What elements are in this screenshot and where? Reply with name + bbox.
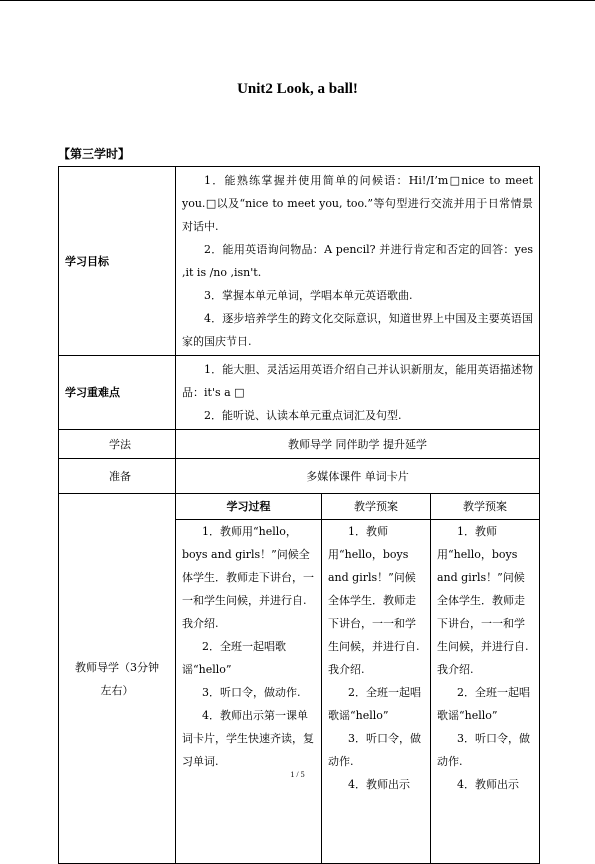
key-points-row	[59, 356, 540, 430]
plan-step: 3．听口令，做动作.	[437, 732, 530, 768]
plan-step: 2．全班一起唱歌谣“hello”	[328, 686, 421, 722]
plan-step: 1．教师用“hello，boys and girls！”问候全体学生．教师走下讲台，一一和学生问候，并进行自.我介绍.	[328, 525, 420, 676]
document-title: Unit2 Look, a ball!	[237, 81, 358, 97]
process-header: 学习过程	[176, 494, 322, 520]
plan-step: 3．听口令，做动作.	[328, 732, 421, 768]
objective-item: 1．能熟练掌握并使用简单的问候语：Hi!/I’m□nice to meet you.□以及“nice to meet you, too.”等句型进行交流并用于日常情景对话中.	[182, 174, 534, 233]
preparation-value: 多媒体课件 单词卡片	[176, 459, 540, 494]
process-header-row	[59, 494, 540, 520]
top-rule	[0, 0, 595, 1]
plan-header: 教学预案	[322, 494, 431, 520]
lesson-plan-table	[58, 166, 540, 864]
section-heading: 【第三学时】	[58, 147, 131, 161]
plan-column	[322, 520, 431, 864]
method-label: 学法	[59, 430, 176, 459]
method-row	[59, 430, 540, 459]
process-column	[176, 520, 322, 864]
key-point-item: 2．能听说、认读本单元重点词汇及句型.	[204, 409, 402, 422]
objectives-label: 学习目标	[59, 167, 176, 356]
process-step: 2．全班一起唱歌谣“hello”	[182, 640, 286, 676]
objective-item: 2．能用英语询问物品：A pencil? 并进行肯定和否定的回答：yes ,it is /no ,isn't.	[182, 243, 534, 279]
plan-step: 1．教师用“hello，boys and girls！”问候全体学生．教师走下讲台，一一和学生问候，并进行自.我介绍.	[437, 525, 529, 676]
objectives-content	[176, 167, 540, 356]
preparation-label: 准备	[59, 459, 176, 494]
plan-column	[431, 520, 540, 864]
page-number: 1 / 5	[290, 770, 305, 779]
method-value: 教师导学 同伴助学 提升延学	[176, 430, 540, 459]
process-row-label: 教师导学（3分钟左右）	[59, 494, 176, 864]
plan-step: 2．全班一起唱歌谣“hello”	[437, 686, 530, 722]
key-points-content	[176, 356, 540, 430]
plan-step: 4．教师出示	[348, 778, 410, 791]
objectives-row	[59, 167, 540, 356]
process-step: 1．教师用“hello，boys and girls！”问候全体学生．教师走下讲台，一一和学生问候，并进行自.我介绍.	[182, 525, 314, 630]
key-points-label: 学习重难点	[59, 356, 176, 430]
process-step: 4．教师出示第一课单词卡片，学生快速齐读，复习单词.	[182, 709, 314, 768]
objective-item: 3．掌握本单元单词，学唱本单元英语歌曲.	[204, 289, 413, 302]
key-point-item: 1．能大胆、灵活运用英语介绍自己并认识新朋友，能用英语描述物品：it's a □	[182, 363, 534, 399]
objective-item: 4．逐步培养学生的跨文化交际意识，知道世界上中国及主要英语国家的国庆节日.	[182, 312, 534, 348]
process-step: 3．听口令，做动作.	[202, 686, 301, 699]
preparation-row	[59, 459, 540, 494]
plan-step: 4．教师出示	[457, 778, 519, 791]
plan-header: 教学预案	[431, 494, 540, 520]
